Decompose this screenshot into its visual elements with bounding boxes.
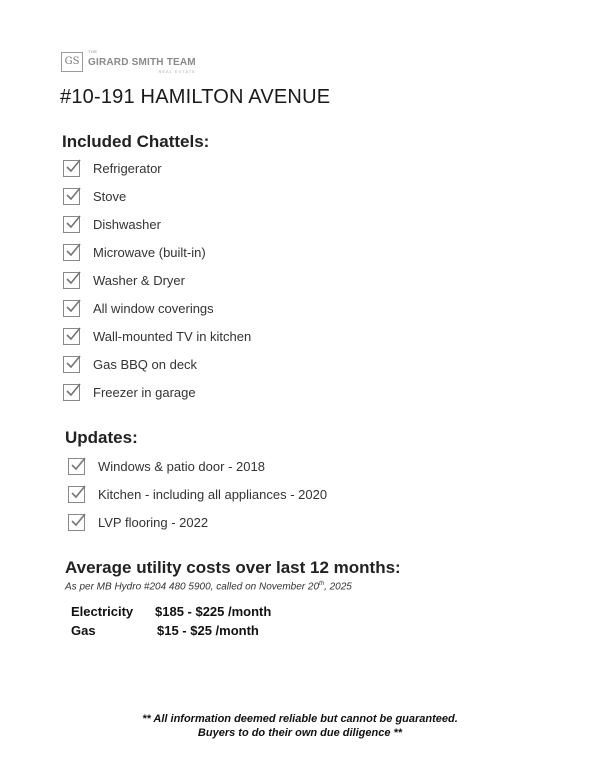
list-item-label: Stove bbox=[93, 188, 127, 204]
checkbox-icon bbox=[68, 458, 85, 475]
list-item bbox=[63, 210, 251, 238]
disclaimer: ** All information deemed reliable but cannot be guaranteed. Buyers to do their own due diligence ** bbox=[142, 713, 458, 739]
electricity-row bbox=[71, 604, 271, 619]
checkbox-icon bbox=[63, 160, 80, 177]
list-item-label: Gas BBQ on deck bbox=[93, 356, 198, 372]
checkbox-icon bbox=[63, 300, 80, 317]
list-item bbox=[68, 508, 327, 536]
list-item bbox=[63, 238, 251, 266]
checkbox-icon bbox=[63, 384, 80, 401]
updates-heading: Updates: bbox=[65, 428, 138, 447]
gas-label: Gas bbox=[71, 623, 96, 638]
list-item bbox=[63, 154, 251, 182]
checkbox-icon bbox=[63, 328, 80, 345]
list-item-label: Dishwasher bbox=[93, 216, 161, 232]
list-item-label: Freezer in garage bbox=[93, 384, 196, 400]
list-item-label: Microwave (built-in) bbox=[93, 244, 206, 260]
list-item-label: All window coverings bbox=[93, 300, 214, 316]
list-item-label: Windows & patio door - 2018 bbox=[98, 458, 265, 474]
electricity-label: Electricity bbox=[71, 604, 134, 619]
chattels-list bbox=[63, 154, 251, 406]
list-item-label: Refrigerator bbox=[93, 160, 162, 176]
list-item bbox=[68, 480, 327, 508]
list-item-label: LVP flooring - 2022 bbox=[98, 514, 209, 530]
utilities-source-note: As per MB Hydro #204 480 5900, called on November 20th, 2025 bbox=[65, 581, 352, 593]
list-item bbox=[63, 294, 251, 322]
list-item bbox=[63, 266, 251, 294]
list-item-label: Washer & Dryer bbox=[93, 272, 185, 288]
gas-value: $15 - $25 /month bbox=[157, 623, 259, 638]
checkbox-icon bbox=[63, 272, 80, 289]
logo-monogram: GS bbox=[61, 52, 83, 72]
list-item-label: Kitchen - including all appliances - 2020 bbox=[98, 486, 328, 502]
list-item bbox=[63, 182, 251, 210]
list-item bbox=[68, 452, 327, 480]
logo-prefix: THE bbox=[88, 49, 98, 54]
updates-list bbox=[68, 452, 327, 536]
chattels-heading: Included Chattels: bbox=[62, 132, 210, 151]
checkbox-icon bbox=[63, 188, 80, 205]
property-address: #10-191 HAMILTON AVENUE bbox=[60, 86, 331, 108]
list-item bbox=[63, 350, 251, 378]
checkbox-icon bbox=[63, 216, 80, 233]
electricity-value: $185 - $225 /month bbox=[155, 604, 272, 619]
logo-name: GIRARD SMITH TEAM bbox=[88, 57, 196, 68]
checkbox-icon bbox=[63, 356, 80, 373]
gas-row bbox=[71, 623, 259, 638]
logo-subtitle: REAL ESTATE bbox=[158, 69, 196, 74]
checkbox-icon bbox=[63, 244, 80, 261]
utilities-heading: Average utility costs over last 12 months: bbox=[65, 558, 401, 577]
checkbox-icon bbox=[68, 514, 85, 531]
team-logo bbox=[61, 47, 196, 76]
list-item bbox=[63, 378, 251, 406]
checkbox-icon bbox=[68, 486, 85, 503]
list-item-label: Wall-mounted TV in kitchen bbox=[93, 328, 252, 344]
list-item bbox=[63, 322, 251, 350]
